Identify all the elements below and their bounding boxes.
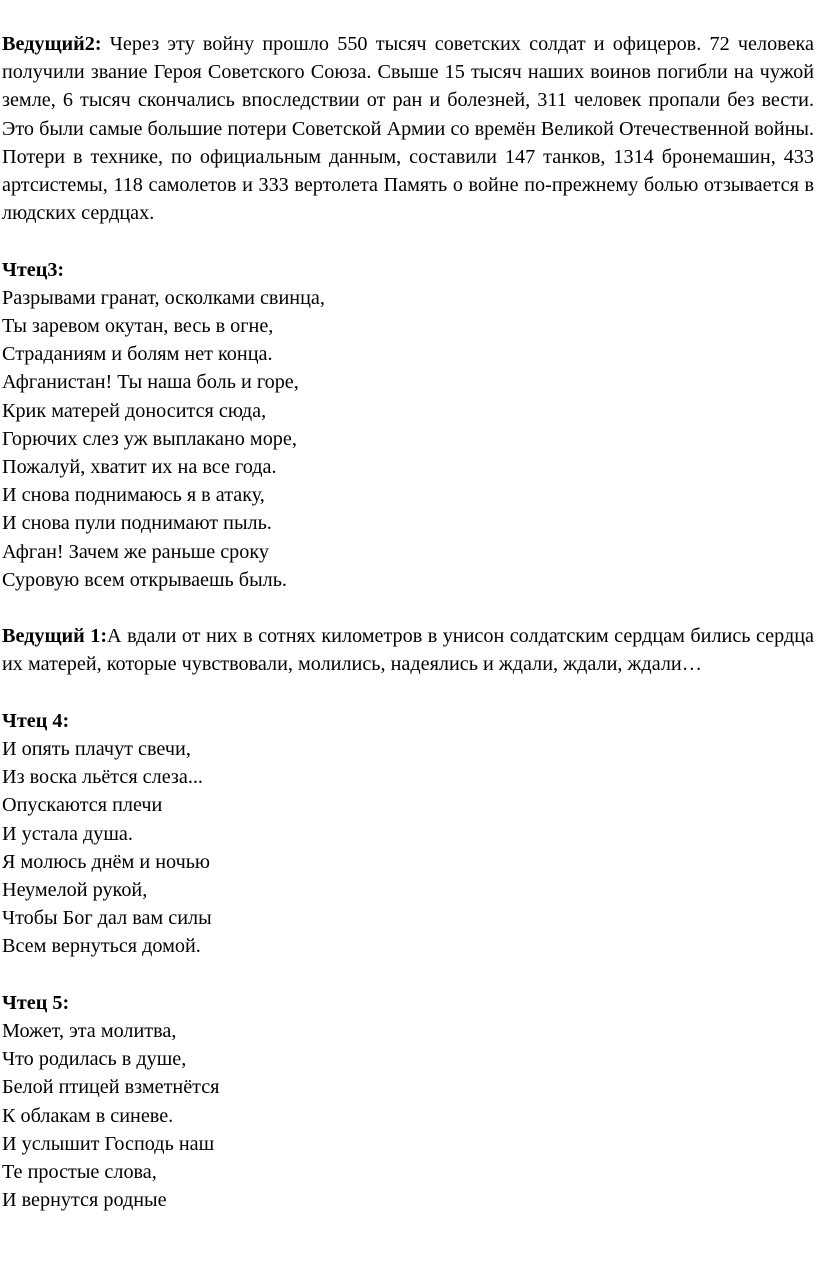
host2-paragraph [2,30,814,227]
reader4-block [2,707,814,961]
spacer [2,961,814,989]
reader4-line: Из воска льётся слеза... [2,766,203,789]
reader5-line: К облакам в синеве. [2,1104,174,1127]
reader3-line: Крик матерей доносится сюда, [2,399,267,422]
reader3-line: Пожалуй, хватит их на все года. [2,456,277,479]
reader3-line: Афган! Зачем же раньше сроку [2,540,269,563]
reader4-line: Неумелой рукой, [2,879,148,902]
reader4-line: И устала душа. [2,822,133,845]
host2-text: Через эту войну прошло 550 тысяч советских солдат и офицеров. 72 человека получили звание Героя Советского Союза. Свыше 15 тысяч наших воинов погибли на чужой земле, 6 тысяч скончались впоследствии от ран и болезней, 311 человек пропали без вести. Это были самые большие потери Советской Армии со времён Великой Отечественной войны. Потери в технике, по официальным данным, составили 147 танков, 1314 бронемашин, 433 артсистемы, 118 самолетов и 333 вертолета Память о войне по-прежнему болью отзывается в людских сердцах. [2,33,814,225]
reader5-block [2,989,814,1215]
reader5-line: Те простые слова, [2,1161,157,1184]
spacer [2,227,814,255]
reader3-line: Афганистан! Ты наша боль и горе, [2,371,299,394]
reader3-line: И снова пули поднимают пыль. [2,512,272,535]
reader3-line: Ты заревом окутан, весь в огне, [2,315,274,338]
reader3-line: И снова поднимаюсь я в атаку, [2,484,265,507]
host1-speaker: Ведущий 1: [2,625,108,648]
reader3-speaker: Чтец3: [2,258,65,281]
reader3-line: Страданиям и болям нет конца. [2,343,273,366]
reader3-block [2,256,814,594]
reader5-line: Может, эта молитва, [2,1020,177,1043]
host1-paragraph [2,622,814,678]
reader3-line: Горючих слез уж выплакано море, [2,427,297,450]
reader4-line: Опускаются плечи [2,794,163,817]
reader3-line: Суровую всем открываешь быль. [2,568,287,591]
spacer [2,679,814,707]
reader5-line: Что родилась в душе, [2,1048,187,1071]
reader3-line: Разрывами гранат, осколками свинца, [2,286,325,309]
reader4-line: Чтобы Бог дал вам силы [2,907,212,930]
reader4-line: И опять плачут свечи, [2,738,191,761]
reader4-speaker: Чтец 4: [2,709,70,732]
reader5-line: И вернутся родные [2,1189,167,1212]
reader4-line: Всем вернуться домой. [2,935,201,958]
reader4-line: Я молюсь днём и ночью [2,850,211,873]
host2-speaker: Ведущий2: [2,33,102,55]
reader5-line: Белой птицей взметнётся [2,1076,220,1099]
reader5-speaker: Чтец 5: [2,991,70,1014]
spacer [2,594,814,622]
reader5-line: И услышит Господь наш [2,1132,215,1155]
host1-text: А вдали от них в сотнях километров в унисон солдатским сердцам бились сердца их матерей, которые чувствовали, молились, надеялись и ждали, ждали, ждали… [2,625,814,676]
